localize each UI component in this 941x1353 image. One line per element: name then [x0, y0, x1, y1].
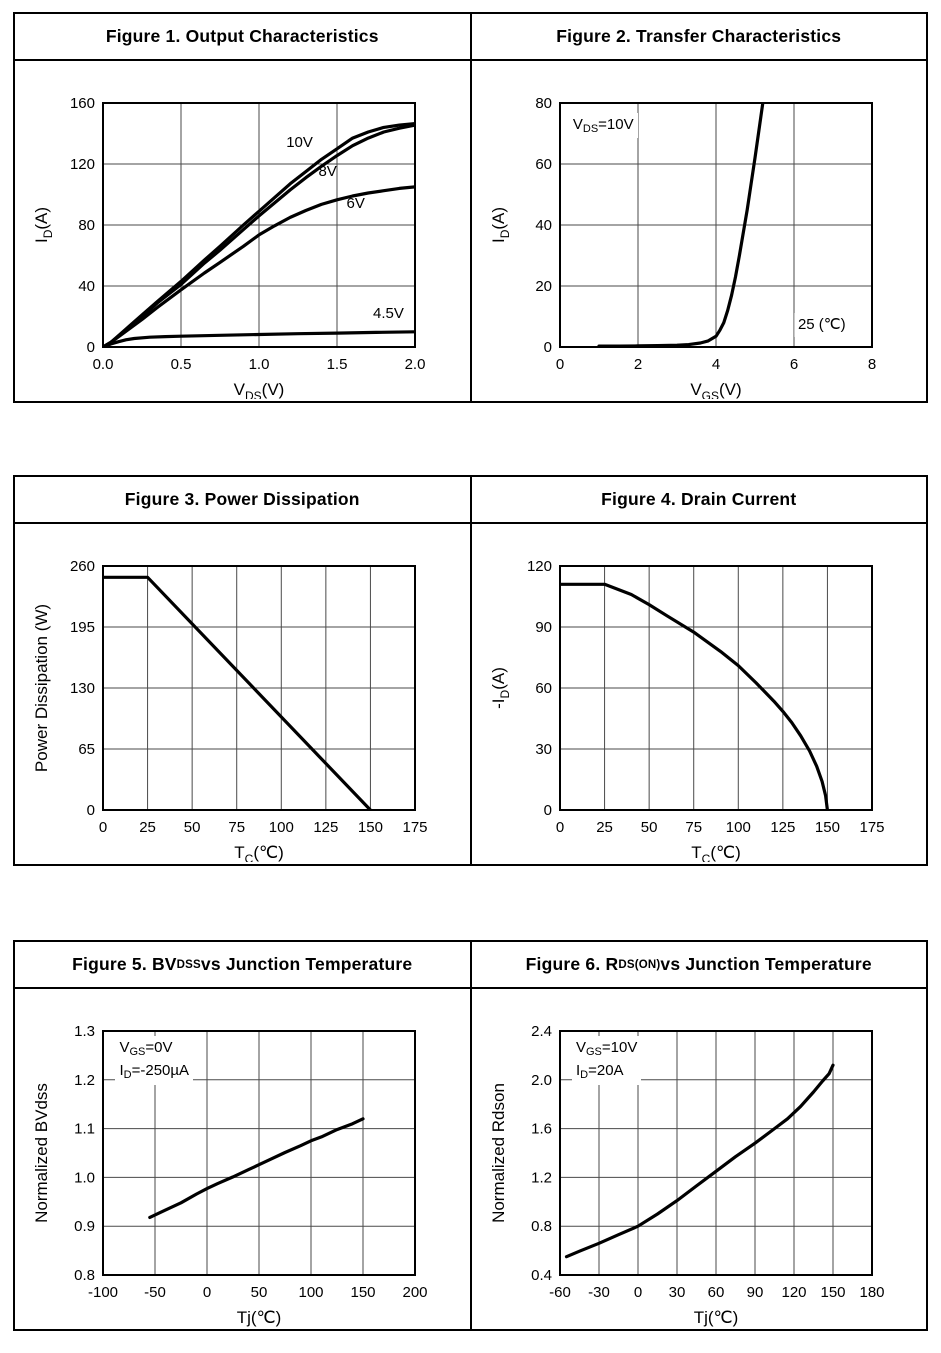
svg-text:0.8: 0.8 [530, 1218, 552, 1236]
svg-text:0.5: 0.5 [170, 356, 192, 373]
x-axis-label: $T_C(℃)$ [690, 843, 741, 862]
panel-title-row [15, 942, 926, 989]
y-axis-label: $I_D(A)$ [488, 206, 512, 244]
figure-title-3: Figure 3. Power Dissipation [15, 477, 472, 522]
y-axis-label: $-I_D(A)$ [488, 667, 512, 709]
y-axis-label: Power Dissipation (W) [32, 603, 51, 773]
svg-text:150: 150 [357, 819, 383, 836]
svg-text:1.2: 1.2 [530, 1169, 552, 1187]
svg-text:1.5: 1.5 [326, 356, 348, 373]
svg-text:150: 150 [819, 1284, 846, 1301]
x-tick-labels [99, 819, 428, 836]
panel-title-row [15, 477, 926, 524]
output-characteristics-chart [15, 61, 472, 401]
svg-text:0.4: 0.4 [530, 1267, 552, 1284]
svg-text:-50: -50 [144, 1284, 166, 1301]
power-dissipation-chart [15, 524, 472, 864]
chart-canvas [15, 61, 470, 399]
transfer-characteristics-chart [472, 61, 927, 401]
x-tick-labels [88, 1284, 428, 1301]
svg-text:1.1: 1.1 [74, 1120, 95, 1138]
svg-text:-100: -100 [87, 1284, 119, 1301]
svg-text:75: 75 [228, 819, 246, 836]
svg-text:0: 0 [86, 339, 95, 356]
panel-title-row [15, 14, 926, 61]
panel-chart-row [15, 524, 926, 864]
chart-annotation [794, 313, 850, 338]
svg-text:2.0: 2.0 [530, 1071, 552, 1089]
svg-text:100: 100 [298, 1284, 324, 1301]
svg-text:0: 0 [543, 802, 552, 819]
svg-text:180: 180 [858, 1284, 885, 1301]
annotation-line: $V_{GS}=0V$ [119, 1038, 173, 1058]
y-tick-labels [74, 1023, 95, 1284]
svg-text:25: 25 [139, 819, 156, 836]
curve-label-4.5V: 4.5V [373, 305, 404, 323]
svg-text:175: 175 [402, 819, 428, 836]
panel-chart-row [15, 61, 926, 401]
curve-label-8V: 8V [318, 163, 337, 181]
gridlines [560, 566, 872, 810]
gridlines [103, 566, 415, 810]
svg-text:1.3: 1.3 [74, 1023, 95, 1040]
svg-text:-30: -30 [587, 1284, 610, 1301]
figure-title-1: Figure 1. Output Characteristics [15, 14, 472, 59]
chart-annotation [569, 113, 638, 139]
svg-text:80: 80 [534, 95, 552, 112]
figure-title-5: Figure 5. BV DSS vs Junction Temperature [15, 942, 472, 987]
x-axis-label: Tj(℃) [693, 1308, 738, 1327]
y-axis-label: $I_D(A)$ [32, 206, 55, 244]
y-tick-labels [70, 95, 95, 356]
svg-text:0: 0 [543, 339, 552, 356]
svg-text:30: 30 [534, 741, 552, 758]
annotation-line: $I_D=-250\mu A$ [119, 1062, 190, 1082]
svg-text:125: 125 [769, 819, 795, 836]
drain-current-chart [472, 524, 927, 864]
annotation-line: $V_{DS}=10V$ [572, 115, 634, 135]
svg-text:80: 80 [78, 217, 95, 234]
svg-text:100: 100 [725, 819, 751, 836]
series-bvdss [150, 1119, 363, 1218]
svg-text:260: 260 [69, 558, 95, 575]
svg-text:2: 2 [633, 356, 642, 373]
svg-text:50: 50 [250, 1284, 268, 1301]
svg-text:1.0: 1.0 [74, 1169, 95, 1187]
svg-text:120: 120 [526, 558, 552, 575]
svg-text:40: 40 [78, 278, 95, 295]
svg-text:0.9: 0.9 [74, 1218, 95, 1236]
svg-text:4: 4 [711, 356, 720, 373]
svg-text:175: 175 [858, 819, 885, 836]
x-tick-labels [555, 356, 875, 373]
curve-label-6V: 6V [346, 195, 365, 213]
figure-panel-1 [13, 12, 928, 403]
svg-text:0: 0 [555, 356, 564, 373]
svg-text:150: 150 [814, 819, 840, 836]
y-axis-label: Normalized Rdson [488, 1083, 508, 1223]
svg-text:0: 0 [202, 1284, 212, 1301]
x-tick-labels [555, 819, 884, 836]
svg-text:-60: -60 [548, 1284, 571, 1301]
series-rdson [566, 1065, 833, 1257]
svg-text:75: 75 [684, 819, 702, 836]
svg-text:125: 125 [313, 819, 339, 836]
svg-text:30: 30 [668, 1284, 685, 1301]
svg-text:200: 200 [402, 1284, 428, 1301]
svg-text:150: 150 [350, 1284, 376, 1301]
chart-canvas [472, 524, 927, 862]
svg-text:8: 8 [867, 356, 876, 373]
figure-title-2: Figure 2. Transfer Characteristics [556, 26, 842, 46]
svg-text:0: 0 [555, 819, 564, 836]
svg-text:2.4: 2.4 [530, 1023, 552, 1040]
figure-title-4: Figure 4. Drain Current [601, 489, 797, 509]
y-tick-labels [535, 95, 552, 356]
svg-text:0.0: 0.0 [92, 356, 114, 373]
y-tick-labels [526, 558, 551, 819]
svg-text:0: 0 [86, 802, 95, 819]
chart-canvas [15, 989, 470, 1327]
chart-canvas [15, 524, 470, 862]
x-axis-label: $T_C(℃)$ [234, 843, 284, 862]
annotation-line: 25 (℃) [797, 315, 846, 333]
annotation-line: $V_{GS}=10V$ [575, 1038, 638, 1058]
rdson-vs-tj-chart [472, 989, 927, 1329]
svg-text:90: 90 [746, 1284, 763, 1301]
curve-label-10V: 10V [286, 134, 313, 152]
chart-annotation [115, 1036, 193, 1085]
chart-canvas [472, 61, 927, 399]
gridlines [560, 103, 872, 347]
svg-text:195: 195 [69, 619, 95, 636]
svg-text:40: 40 [534, 217, 552, 234]
x-tick-labels [93, 356, 426, 373]
svg-text:25: 25 [595, 819, 613, 836]
y-tick-labels [531, 1023, 552, 1284]
svg-text:160: 160 [69, 95, 95, 112]
x-axis-label: $V_{DS}(V)$ [233, 380, 285, 399]
svg-text:60: 60 [534, 156, 552, 173]
panel-chart-row [15, 989, 926, 1329]
svg-text:50: 50 [640, 819, 657, 836]
chart-annotation [572, 1036, 641, 1085]
svg-text:0.8: 0.8 [74, 1267, 95, 1284]
svg-text:90: 90 [534, 619, 552, 636]
figure-panel-3 [13, 940, 928, 1331]
x-axis-label: $V_{GS}(V)$ [689, 380, 742, 399]
figure-panel-2 [13, 475, 928, 866]
svg-text:2.0: 2.0 [404, 356, 426, 373]
svg-text:6: 6 [789, 356, 798, 373]
y-tick-labels [70, 558, 95, 819]
annotation-line: $I_D=20A$ [575, 1062, 624, 1082]
y-axis-label: Normalized BVdss [32, 1083, 51, 1223]
series-group [566, 1065, 833, 1257]
svg-text:1.2: 1.2 [74, 1071, 95, 1089]
svg-text:100: 100 [268, 819, 294, 836]
svg-text:0: 0 [98, 819, 108, 836]
svg-text:120: 120 [69, 156, 95, 173]
bvdss-vs-tj-chart [15, 989, 472, 1329]
svg-text:65: 65 [78, 741, 95, 758]
svg-text:0: 0 [633, 1284, 642, 1301]
svg-text:60: 60 [534, 680, 552, 697]
svg-text:50: 50 [183, 819, 201, 836]
x-axis-label: Tj(℃) [236, 1308, 282, 1327]
svg-text:130: 130 [69, 680, 95, 697]
svg-text:20: 20 [534, 278, 552, 295]
svg-text:1.0: 1.0 [248, 356, 270, 373]
svg-text:120: 120 [780, 1284, 807, 1301]
x-tick-labels [549, 1284, 884, 1301]
svg-text:60: 60 [707, 1284, 724, 1301]
chart-canvas [472, 989, 927, 1327]
figure-title-6: Figure 6. R DS(ON) vs Junction Temperature [525, 954, 872, 974]
svg-text:1.6: 1.6 [530, 1120, 552, 1138]
series-group [150, 1119, 363, 1218]
